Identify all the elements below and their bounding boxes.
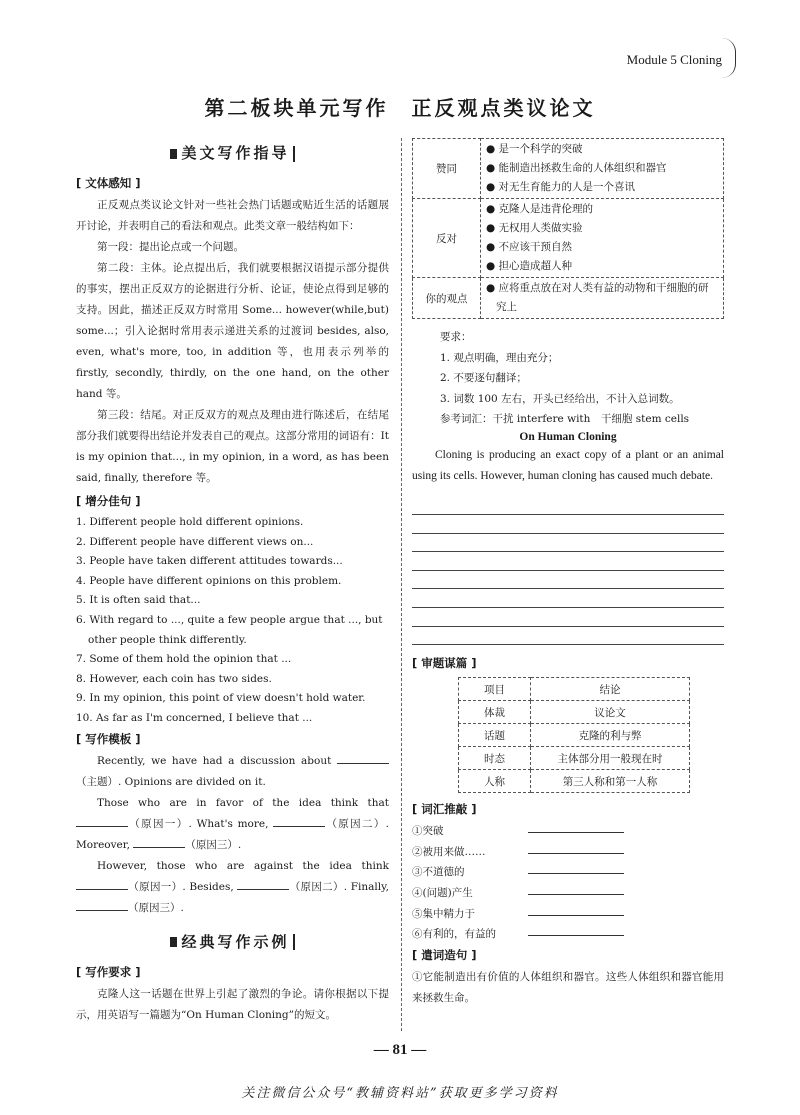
phrase-item: 3. People have taken different attitudes towards... [76, 555, 343, 568]
plan-key: 体裁 [459, 701, 531, 724]
writing-line[interactable] [412, 589, 724, 608]
phrase-item: 2. Different people have different views on... [76, 535, 314, 548]
writing-line[interactable] [412, 608, 724, 627]
fill-blank[interactable] [76, 815, 128, 827]
section-mark-icon [170, 937, 177, 947]
phrase-item: 1. Different people hold different opinions. [76, 516, 304, 528]
style-tag: [ 文体感知 ] [76, 176, 141, 190]
writing-line[interactable] [412, 497, 724, 516]
column-divider [401, 138, 402, 1031]
tpl-text: （原因三）. [185, 838, 242, 851]
req-title: 要求： [440, 331, 472, 343]
fill-blank[interactable] [337, 752, 389, 764]
writing-line[interactable] [412, 571, 724, 590]
plan-row [459, 770, 690, 793]
plan-row [459, 724, 690, 747]
plan-key: 项目 [459, 678, 531, 701]
req-item: 3. 词数 100 左右，开头已经给出，不计入总词数。 [440, 392, 680, 405]
phrase-tag: [ 增分佳句 ] [76, 494, 141, 508]
essay-title: On Human Cloning [519, 430, 617, 443]
hint-values [481, 199, 724, 278]
vocab-item [412, 862, 724, 883]
vocab-blank[interactable] [528, 904, 624, 916]
footer-notice: 关注微信公众号“教辅资料站”获取更多学习资料 [241, 1086, 559, 1101]
vocab-item [412, 904, 724, 925]
vocab-item [412, 883, 724, 904]
vocab-list [412, 821, 724, 945]
fill-blank[interactable] [237, 878, 289, 890]
hint-item: ● 克隆人是违背伦理的 [486, 203, 593, 215]
template-p2 [76, 793, 389, 856]
section-mark-icon [170, 149, 177, 159]
fill-blank[interactable] [133, 836, 185, 848]
tpl-text: （主题）. Opinions are divided on it. [76, 775, 266, 788]
plan-key: 时态 [459, 747, 531, 770]
req-item: 1. 观点明确，理由充分； [440, 351, 559, 364]
hint-item: ● 是一个科学的突破 [486, 143, 583, 155]
hint-values [481, 278, 724, 319]
hint-item: ● 无权用人类做实验 [486, 222, 583, 234]
hint-row-opinion [413, 278, 724, 319]
hint-key: 你的观点 [413, 278, 481, 319]
sentence-paragraph: ①它能制造出有价值的人体组织和器官。这些人体组织和器官能用来拯救生命。 [412, 970, 724, 1004]
style-p4: 第三段：结尾。对正反双方的观点及理由进行陈述后，在结尾部分我们就要得出结论并发表自己的观点。这部分常用的词语有：It is my opinion that..., in my opinion, in a word, as has been said, finally, therefore 等。 [76, 409, 389, 484]
hint-key: 反对 [413, 199, 481, 278]
phrase-item: 9. In my opinion, this point of view doesn't hold water. [76, 692, 366, 705]
section-bar-icon [293, 934, 295, 950]
tpl-text: Recently, we have had a discussion about [97, 754, 332, 767]
phrase-item: 7. Some of them hold the opinion that ... [76, 653, 292, 666]
fill-blank[interactable] [273, 815, 325, 827]
plan-key: 话题 [459, 724, 531, 747]
right-column [412, 138, 724, 1009]
req-paragraph: 克隆人这一话题在世界上引起了激烈的争论。请你根据以下提示，用英语写一篇题为“On Human Cloning”的短文。 [76, 987, 389, 1021]
vocab-text: ⑤集中精力于 [412, 907, 475, 920]
plan-key: 人称 [459, 770, 531, 793]
tpl-text: However, those who are against the idea think [97, 859, 389, 872]
style-p2: 第一段：提出论点或一个问题。 [97, 241, 244, 253]
vocab-text: ①突破 [412, 825, 444, 838]
vocab-text: ⑥有利的，有益的 [412, 928, 496, 941]
hint-item: ● 对无生育能力的人是一个喜讯 [486, 181, 635, 193]
hint-row-against [413, 199, 724, 278]
phrase-item: 5. It is often said that... [76, 594, 201, 607]
page-title: 第二板块单元写作 正反观点类议论文 [204, 96, 596, 120]
section-bar-icon [293, 146, 295, 162]
hint-item: ● 应将重点放在对人类有益的动物和干细胞的研究上 [486, 282, 709, 313]
vocab-blank[interactable] [528, 862, 624, 874]
writing-lines[interactable] [412, 497, 724, 646]
essay-opening: Cloning is producing an exact copy of a plant or an animal using its cells. However, human cloning has caused much debate. [412, 448, 724, 482]
phrase-item: 10. As far as I'm concerned, I believe that ... [76, 711, 313, 724]
vocab-blank[interactable] [528, 924, 624, 936]
phrase-item: other people think differently. [88, 633, 247, 646]
phrase-item: 8. However, each coin has two sides. [76, 672, 272, 685]
plan-table [458, 677, 690, 793]
plan-row [459, 678, 690, 701]
tpl-text: （原因二）. Moreover, [76, 817, 390, 851]
writing-line[interactable] [412, 534, 724, 553]
style-p3: 第二段：主体。论点提出后，我们就要根据汉语提示部分提供的事实，摆出正反双方的论据进行分析、论证，使论点得到足够的支持。因此，描述正反双方时常用 Some... however(while,but) some...；引入论据时常用表示递进关系的过渡词 besides, also, even, what's more, too, in addition 等，也用表示列举的 firstly, secondly, thirdly, on the one hand, on the other hand 等。 [76, 262, 389, 400]
template-p1 [76, 751, 389, 793]
req-tag: [ 写作要求 ] [76, 964, 141, 979]
vocab-item [412, 924, 724, 945]
plan-value: 结论 [531, 678, 690, 701]
style-p1: 正反观点类议论文针对一些社会热门话题或贴近生活的话题展开讨论，并表明自己的看法和观点。此类文章一般结构如下： [76, 199, 389, 232]
example-section-head [76, 931, 389, 952]
hint-key: 赞同 [413, 139, 481, 199]
left-column [76, 138, 389, 1026]
example-head-text: 经典写作示例 [181, 932, 290, 951]
tpl-text: （原因二）. Finally, [289, 880, 390, 893]
guide-section-head [76, 142, 389, 163]
req-item: 参考词汇：干扰 interfere with 干细胞 stem cells [440, 413, 690, 425]
vocab-item [412, 842, 724, 863]
hint-table [412, 138, 724, 319]
phrase-item: 6. With regard to ..., quite a few people argue that ..., but [76, 613, 383, 626]
vocab-blank[interactable] [528, 821, 624, 833]
guide-head-text: 美文写作指导 [181, 144, 290, 162]
plan-value: 第三人称和第一人称 [531, 770, 690, 793]
plan-value: 议论文 [531, 701, 690, 724]
plan-tag: [ 审题谋篇 ] [412, 656, 477, 671]
vocab-text: ④(问题)产生 [412, 887, 473, 900]
module-header: Module 5 Cloning [626, 52, 722, 67]
vocab-tag: [ 词汇推敲 ] [412, 802, 477, 817]
fill-blank[interactable] [76, 878, 128, 890]
plan-value: 主体部分用一般现在时 [531, 747, 690, 770]
page-number: — 81 — [373, 1042, 427, 1058]
plan-row [459, 747, 690, 770]
vocab-item [412, 821, 724, 842]
phrase-list [76, 513, 389, 729]
phrase-item: 4. People have different opinions on this problem. [76, 574, 342, 587]
vocab-blank[interactable] [528, 842, 624, 854]
sentence-tag: [ 遣词造句 ] [412, 947, 477, 962]
template-p3 [76, 856, 389, 919]
req-item: 2. 不要逐句翻译； [440, 372, 527, 384]
vocab-text: ③不道德的 [412, 866, 465, 879]
hint-item: ● 不应该干预自然 [486, 241, 572, 253]
template-tag: [ 写作模板 ] [76, 731, 141, 746]
tpl-text: （原因一）. What's more, [128, 817, 269, 830]
writing-line[interactable] [412, 627, 724, 646]
hint-row-for [413, 139, 724, 199]
tpl-text: （原因三）. [128, 901, 184, 914]
hint-item: ● 担心造成超人种 [486, 260, 572, 272]
writing-line[interactable] [412, 515, 724, 534]
writing-line[interactable] [412, 552, 724, 571]
fill-blank[interactable] [76, 899, 128, 911]
tpl-text: （原因一）. Besides, [128, 880, 234, 893]
plan-row [459, 701, 690, 724]
header-curve-decoration [722, 38, 736, 78]
plan-value: 克隆的利与弊 [531, 724, 690, 747]
tpl-text: Those who are in favor of the idea think that [97, 796, 389, 809]
hint-item: ● 能制造出拯救生命的人体组织和器官 [486, 162, 667, 174]
hint-values [481, 139, 724, 199]
vocab-text: ②被用来做…… [412, 845, 486, 858]
vocab-blank[interactable] [528, 883, 624, 895]
